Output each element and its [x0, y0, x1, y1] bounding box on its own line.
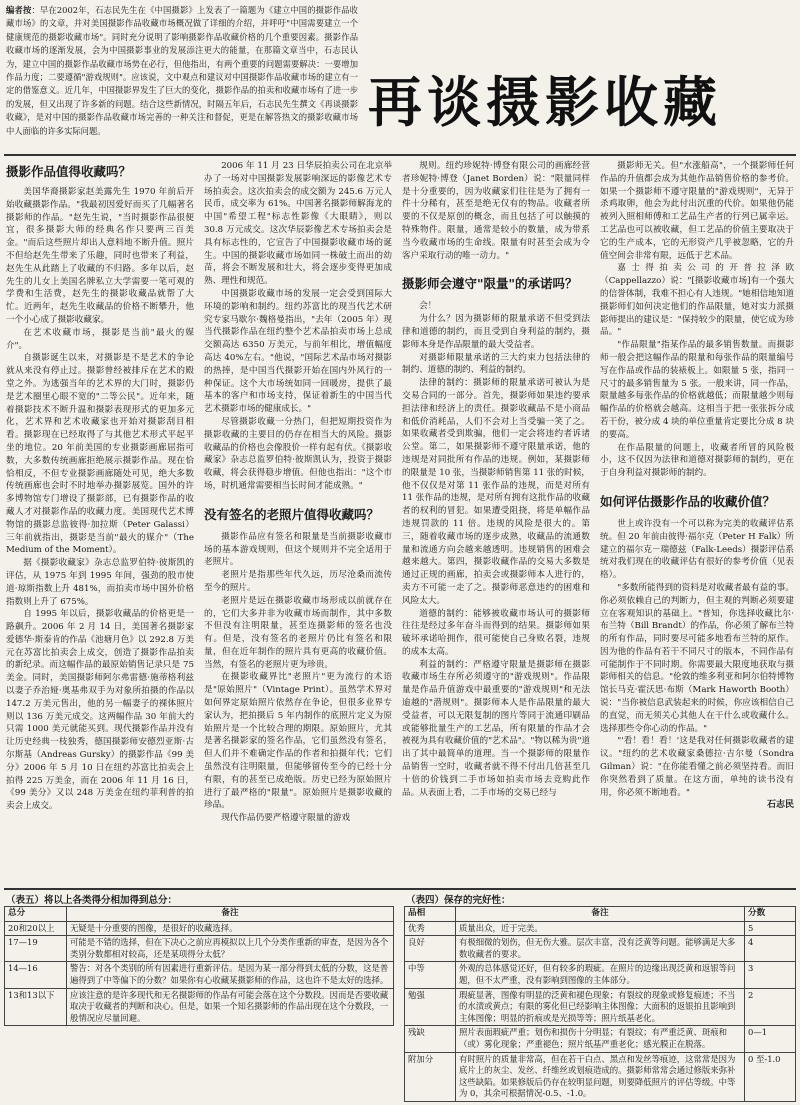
table-cell: 良好 — [405, 936, 456, 962]
table-cell: 3 — [745, 962, 796, 988]
condition-table — [404, 906, 796, 1102]
paragraph: "作品限量"指某作品的最多销售数量。而摄影师一般会把这幅作品的限量和每张作品的限量编号写在作品或作品的装裱板上。如限量 5 张，指同一尺寸的最多销售量为 5 张。一般来讲，同一作品，限量越多每张作品的价格就越低；而限量越少则每幅作品的价格就会越高。这相当于把一张张拆分成若干份，被分成 4 块的单位重量肯定要比分成 8 块的要高。 — [600, 340, 794, 440]
table-header: 备注 — [67, 907, 394, 922]
table-cell: 2 — [745, 988, 796, 1026]
table-cell: 质量出众，近于完美。 — [456, 921, 745, 936]
paragraph: 道德的制约：能够被收藏市场认可的摄影师往往是经过多年奋斗而得到的结果。摄影师如果破坏承诺哈拥作，很可能使自己身败名裂，违规的成本太高。 — [402, 608, 590, 657]
table-cell: 优秀 — [405, 921, 456, 936]
table-cell: 0—1 — [745, 1026, 796, 1052]
table-cell: 20和20以上 — [5, 921, 67, 936]
table-header: 备注 — [456, 907, 745, 922]
paragraph: 会！ — [419, 301, 437, 312]
paragraph: 在摄影收藏界比"老照片"更为流行的术语是"原始照片"（Vintage Print）。虽然学术界对如何界定原始照片依然存在争论，但很多业界专家认为，把拍摄后 5 年内制作的底照片定义为原始照片是一个比较合理的期限。原始照片，尤其是著名摄影家的签名作品，它们虽然没有签名，但人们并不难确定作品的作者和拍摄年代；它们虽然没有注明限量，但能够留传至今的已经十分有限，有的甚至已成绝版。历史已经为原始照片进行了最严格的"限量"。原始照片是摄影收藏的珍品。 — [204, 672, 392, 811]
table-cell: 5 — [745, 921, 796, 936]
section-heading-value: 摄影作品值得收藏吗？ — [6, 164, 132, 179]
table-header: 分数 — [745, 907, 796, 922]
table-row — [405, 936, 796, 962]
editor-note-text: ：早在2002年，石志民先生在《中国摄影》上发表了一篇题为《建立中国的摄影作品收藏市场》的文章，并对美国摄影作品收藏市场概况做了详细的介绍，并呼吁"中国需要建立一个健康规范的摄影收藏市场"。同时充分说明了影响摄影作品收藏价格的几个重要因素。摄影作品收藏市场的逐渐发展，会为中国摄影事业的发展添注更大的能量，在那篇文章当中，石志民认为，建立中国的摄影作品收藏市场势在必行，但他指出，有两个重要的问题需要解决：一要增加作品力度；二要遵循"游戏规则"。应该说，文中观点和建议对中国摄影作品收藏市场的建立有一定的借鉴意义。近几年，中国摄影界发生了巨大的变化，摄影作品的拍卖和收藏市场有了进一步的发展，但又出现了许多新的问题。结合这些新情况，时隔五年后，石志民先生撰文《再谈摄影收藏》，是对中国的摄影作品收藏市场完善的一种关注和督促，更是在解答热文的摄影收藏市场中人面临的许多实际问题。 — [6, 5, 358, 136]
table-row — [405, 988, 796, 1026]
article-title: 再谈摄影收藏 — [368, 71, 722, 134]
table-row — [5, 921, 394, 936]
table-header: 总分 — [5, 907, 67, 922]
score-total-table — [4, 906, 394, 1026]
table-cell: 勉强 — [405, 988, 456, 1026]
table-cell: 警告：对各个类别的所有因素进行重新评估。是因为某一部分得到太低的分数，这是普遍得到了中等偏下的分数？如果你有心收藏某摄影师的作品，这也许不是太好的选择。 — [67, 962, 394, 988]
table-row — [5, 988, 394, 1026]
top-divider — [4, 154, 796, 156]
column-4 — [600, 160, 794, 890]
section-heading-signature: 没有签名的老照片值得收藏吗？ — [204, 506, 380, 522]
table-5-caption: （表五）将以上各类得分相加得到总分： — [6, 895, 178, 906]
paragraph: "'看！看！看！'这是我对任何摄影收藏者的建议。"纽约的艺术收藏家桑德拉·吉尔曼（Sondra Gilman）说："在你能看懂之前必须坚持看。而旧你突然看到了质量。在这方面，单纯的读书没有用，你必须不断地看。" — [600, 736, 794, 798]
table-cell: 17—19 — [5, 936, 67, 962]
table-row — [5, 936, 394, 962]
table-row — [5, 962, 394, 988]
paragraph: 为什么？因为摄影师的限量承诺不但受到法律和道德的制约，而且受到自身利益的制约，摄影师本身是作品限量的最大受益者。 — [402, 314, 590, 350]
paragraph: 在艺术收藏市场，摄影是当前"最火的媒介"。 — [6, 327, 194, 351]
table-cell: 瑕疵显著，图像有明显的泛黄和褪色现象；有裂纹的现象或修复痕迹；不当的水渍或黄点；有限的雾化但已经影响主体图像；大面积的返银拍且影响到主体图像；明显的折痕或是光损等等；照片纸基老化。 — [456, 988, 745, 1026]
table-divider — [4, 888, 796, 890]
column-1 — [6, 160, 194, 890]
table-header-row — [405, 907, 796, 922]
table-cell: 附加分 — [405, 1052, 456, 1101]
table-row — [405, 962, 796, 988]
table-cell: 4 — [745, 936, 796, 962]
paragraph: 规则。纽约珍妮特·博登有限公司的画廊经营者珍妮特·博登（Janet Borden）说："限量同样是十分重要的，因为收藏家们往往是为了拥有一件十分稀有，甚至是绝无仅有的物品。收藏者所要的不仅是原创的概念，而且包括了可以触摸的特殊物件。限量，通常是较小的数量，成为带系当今收藏市场的生命线。限量有时甚至会成为令客户采取行动的唯一动力。" — [402, 161, 590, 261]
table-cell: 14—16 — [5, 962, 67, 988]
paragraph: 自摄影诞生以来，对摄影是不是艺术的争论就从来没有停止过。摄影曾经被排斥在艺术的殿堂之外。为逃强当年的艺术界的大门时，摄影仍是艺术圈里心眼不宽的"二等公民"。近年来，随着摄影技术不断升温和摄影表现形式的更加多元化，艺术界和艺术收藏家也开始对摄影刮目相看。摄影现在已经取得了与其他艺术形式平起平坐的地位。20 年前美国的专业摄影画廊屈指可数，大多数传统画廊拒绝展示摄影作品。现在恰恰相反，不但专业摄影画廊随处可见，绝大多数传统画廊也会时不时地举办摄影展览。国外的许多博物馆专门增设了摄影部，已有摄影作品的收藏人才对摄影作品的收藏力度。美国现代艺术博物馆的摄影总监彼得·加拉斯（Peter Galassi）三年前就指出，摄影是当前"最火的媒介"（The Medium of the Moment）。 — [6, 353, 194, 556]
table-row — [405, 1052, 796, 1101]
table-cell: 13和13以下 — [5, 988, 67, 1026]
column-2 — [204, 160, 392, 890]
paragraph: 在作品限量的问题上，收藏者所冒的风险极小，这不仅因为法律和道德对摄影师的制约，更在于自身利益对摄影师的制约。 — [600, 442, 794, 479]
table-cell: 有极细微的划伤，但无伤大雅。层次丰富，没有泛黄等问题。能够满足大多数收藏者的要求。 — [456, 936, 745, 962]
table-cell: 外观的总体感觉还好，但有较多的瑕疵。在照片的边缘出现泛黄和返银等问题，但不太严重，没有影响到图像的主体部分。 — [456, 962, 745, 988]
table-header: 品相 — [405, 907, 456, 922]
table-cell: 应该注意的是许多现代和无名摄影师的作品有可能会落在这个分数段。因而是否要收藏取决于收藏者的判断和决心。但是，如果一个知名摄影师的作品出现在这个分数段，一般情况应尽量回避。 — [67, 988, 394, 1026]
author-name: 石志民 — [766, 800, 794, 811]
editor-note-label: 编者按 — [6, 5, 32, 15]
table-row — [405, 1026, 796, 1052]
table-cell: 可能是不错的选择，但在下决心之前应再模拟以上几个分类作重新的审查，是因为各个类别分数都相对较高，还是某项得分太低？ — [67, 936, 394, 962]
paragraph: "多数所能得到的资料是对收藏者最有益的事。你必须依赖自己的判断力，但主观的判断必须要建立在客观知识的基础上。"普知，你选择收藏比尔·布兰特（Bill Brandt）的作品，你必须了解布兰特的所有作品，同时要尽可能多地看布兰特的原作。因为他的作品有若干不同尺寸的版本，不同作品有可能制作于不同时期。你需要最大限度地获取与摄影师相关的信息。"伦敦的维多利亚和阿尔伯特博物馆长马克·霍沃思·布斯（Mark Haworth Booth）说："当你被信息武装起来的时候，你应该相信自己的直觉，而无须关心其他人在干什么或收藏什么。选择那些令你心动的作品。" — [600, 582, 794, 734]
paragraph: 对摄影师限量承诺的三大约束力包括法律的制约、道德的制约、利益的制约。 — [402, 352, 590, 376]
paragraph: 自 1995 年以后，摄影收藏品的价格更是一路飙升。2006 年 2 月 14 日，美国著名摄影家爱德华·斯泰肯的作品《池塘月色》以 292.8 万美元在苏富比拍卖会上成交，创造了摄影作品拍卖的新纪录。而这幅作品的最原始销售记录只是 75 美金。同时，美国摄影师阿尔弗雷德·施蒂格利兹以妻子乔治娅·奥基弗双手为对象所拍摄的作品以 147.2 万美元售出，他的另一幅妻子的裸体照片则以 136 万美元成交。这两幅作品 30 年前大约只需 1000 美元就能买到。现代摄影作品并没有让历史经典一枝独秀，德国摄影师安德烈亚斯·古尔斯基（Andreas Gursky）的摄影作品《99 美分》2006 年 5 月 10 日在纽约苏富比拍卖会上拍得 225 万美金，而在 2006 年 11 月 16 日，《99 美分》又以 248 万美金在纽约菲利普的拍卖会上成交。 — [6, 609, 194, 812]
paragraph: 法律的制约：摄影师的限量承诺可被认为是交易合同的一部分。首先，摄影师如果违约要承担法律和经济上的责任。摄影收藏品不是小商品和低价消耗品，人们不会对上当受骗一笑了之。如果收藏者受到欺骗，他们一定会将违约者诉诸公堂。第二，如果摄影师不遵守限量承诺，他的违规是对同批所有作品的违规。例如，某摄影师的限量是 10 张，当摄影师销售第 11 张的时候，他不仅仅是对第 11 张作品的违规，而是对所有 11 张作品的违规，是对所有拥有这批作品的收藏者的权利的冒犯。如果遭受阻挠，将是单幅作品违规罚款的 11 倍。违规的风险是很大的。第三，随着收藏市场的逐步成熟，收藏品的流通数量和流通方向会越来越透明。违规销售的困难会越来越大。第四，摄影收藏作品的交易大多数是通过正规的画廊，拍卖会或摄影师本人进行的，卖方不可能一走了之。摄影师恶意违约的困难和风险太大。 — [402, 378, 590, 606]
table-cell: 照片表面瑕疵严重；划伤和损伤十分明显；有裂纹；有严重泛黄、斑痕和（或）雾化现象；严重褪色；照片纸基严重老化；感光膜正在脱落。 — [456, 1026, 745, 1052]
paragraph: 摄影作品应有签名和限量是当前摄影收藏市场的基本游戏规则，但这个规则并不完全适用于老照片。 — [204, 531, 392, 568]
table-cell: 残缺 — [405, 1026, 456, 1052]
paragraph: 美国华裔摄影家赵美露先生 1970 年前后开始收藏摄影作品。"我最初因爱好而买了几幅著名摄影师的作品。"赵先生说，"当时摄影作品很便宜，很多摄影大师的经典名作只要两三百美金。"而后这些照片却出人意料地不断升值。照片不但给赵先生带来了乐趣，同时也带来了利益，赵先生从此踏上了收藏的不归路。多年以后，赵先生的儿女上美国名牌私立大学需要一笔可观的学费和生活费，赵先生的摄影收藏品就帮了大忙。近两年，赵先生收藏品的价格不断攀升，他一个小心成了摄影收藏家。 — [6, 187, 194, 325]
paragraph: 2006 年 11 月 23 日华辰拍卖公司在北京举办了一场对中国摄影发展影响深远的影像艺术专场拍卖会。这次拍卖会的成交额为 245.6 万元人民币，成交率为 61%。中国著名摄影师解海龙的中国"希望工程"标志性影像《大眼睛》，则以 30.8 万元成交。这次华辰影像艺术专场拍卖会是具有标志性的，它宣告了中国摄影收藏市场的诞生。中国的摄影收藏市场如同一株破土而出的幼苗，将会不断发展和壮大，将会逐步变得更加成熟、理性和规范。 — [204, 161, 392, 287]
paragraph: 尽管摄影收藏一分热门，但把短期投资作为摄影收藏的主要目的仍存在相当大的风险。摄影收藏品的价格也会像股价一样有起有伏。《摄影收藏家》杂志总监罗伯特·彼斯凯认为，投资于摄影收藏，将会获得稳步增值。但他也指出："这个市场，时机通常需要相当长时间才能成熟。" — [204, 416, 392, 491]
column-3 — [402, 160, 590, 890]
table-cell: 无疑是十分重要的图像，是很好的收藏选择。 — [67, 921, 394, 936]
paragraph: 现代作品仍要严格遵守限量的游戏 — [221, 813, 351, 824]
paragraph: 据《摄影收藏家》杂志总监罗伯特·彼斯凯的评估，从 1975 年到 1995 年间，强劲的股市使道·琼斯指数上升 481%，而拍卖市场中国外价格指数则上升了 675%。 — [6, 558, 194, 607]
paragraph: 老照片是指那些年代久远，历尽沧桑而流传至今的照片。 — [204, 570, 392, 593]
paragraph: 老照片是远在摄影收藏市场形成以前就存在的，它们大多并非为收藏市场而制作，其中多数不但没有注明限量，甚至连摄影师的签名也没有。但是，没有签名的老照片仍比有签名和限量，但在近年制作的照片具有更高的收藏价值。当然，有签名的老照片更为珍贵。 — [204, 595, 392, 670]
table-header-row — [5, 907, 394, 922]
table-cell: 有时照片的质量非常高，但在若干白点、黑点和发丝等痕迹，这常常是因为底片上的灰尘、发丝、纤维丝或划痕造成的。摄影师常常会通过修版来弥补这些缺陷。如果修版后仍存在较明显问题，则要降低照片的评估等级。中等为 0，其余可根据情况-0.5、-1.0。 — [456, 1052, 745, 1101]
table-cell: 中等 — [405, 962, 456, 988]
table-cell: 0 至-1.0 — [745, 1052, 796, 1101]
table-row — [405, 921, 796, 936]
editor-note — [6, 4, 358, 156]
paragraph: 嘉士得拍卖公司的开普拉泽欧（Cappellazzo）说："[摄影收藏市场]有一个强大的信誉体制，我难不担心有人违规。"她相信地知道摄影师们如何决定他们的作品限量，她对实力派摄影师提出的建议是："保持较少的限量，使它成为珍品。" — [600, 263, 794, 338]
table-4-caption: （表四）保存的完好性： — [406, 895, 511, 906]
section-heading-evaluate: 如何评估摄影作品的收藏价值？ — [600, 493, 776, 509]
paragraph: 摄影师无关。但"水涨船高"，一个摄影师任何作品的升值都会成为其他作品销售价格的参考价。如果一个摄影师不遵守限量的"游戏规则"，无异于杀鸡取卵，他会为此付出沉重的代价。如果他仍能被列入照相师傅和工艺品生产者的行列已属幸运。工艺品也可以被收藏，但工艺品的价值主要取决于它的生产成本，它的无形资产几乎被忽略，它的升值空间会非常有限，远低于艺术品。 — [600, 161, 794, 261]
paragraph: 利益的制约：严格遵守限量是摄影师在摄影收藏市场生存所必须遵守的"游戏规则"。作品限量是作品升值游戏中最重要的"游戏规则"和无法逾越的"潜规则"。摄影师本人是作品限量的最大受益者，可以无限复制的图片等同于流通印刷品或能够批量生产的工艺品，所有限量的作品才会被视为具有收藏价值的"艺术品"。"物以稀为贵"道出了其中最简单的道理。当一个摄影师的限量作品销售一空时，收藏者就不得不付出几倍甚至几十倍的价钱到二手市场如拍卖市场去竞购此作品。从表面上看，二手市场的交易已经与 — [402, 659, 590, 798]
section-heading-limit: 摄影师会遵守"限量"的承诺吗？ — [402, 276, 578, 292]
paragraph: 世上或许没有一个可以称为完美的收藏评估系统。但 20 年前由彼得·福尔克（Peter H Falk）所建立的福尔克－瑞德兹（Falk-Leeds）摄影评估系统对我们现在的收藏评估有很好的参考价值（见表格）。 — [600, 518, 794, 581]
paragraph: 中国摄影收藏市场的发展一定会受到国际大环境的影响和制约。纽约苏富比的现当代艺术研究专家马歇尔·魏格曼指出，"去年（2005 年）现当代摄影作品在纽约整个艺术品拍卖市场上总成交额高达 6350 万美元，与前年相比，增值幅度高达 40%左右。"他说，"国际艺术品市场对摄影的热捧，是中国当代摄影开始在国内外风行的一种保证。这个大市场统如同一回暖房，提供了最基本的客户和市场支持，保证着新生的中国当代艺术摄影市场的健康成长。" — [204, 288, 392, 415]
